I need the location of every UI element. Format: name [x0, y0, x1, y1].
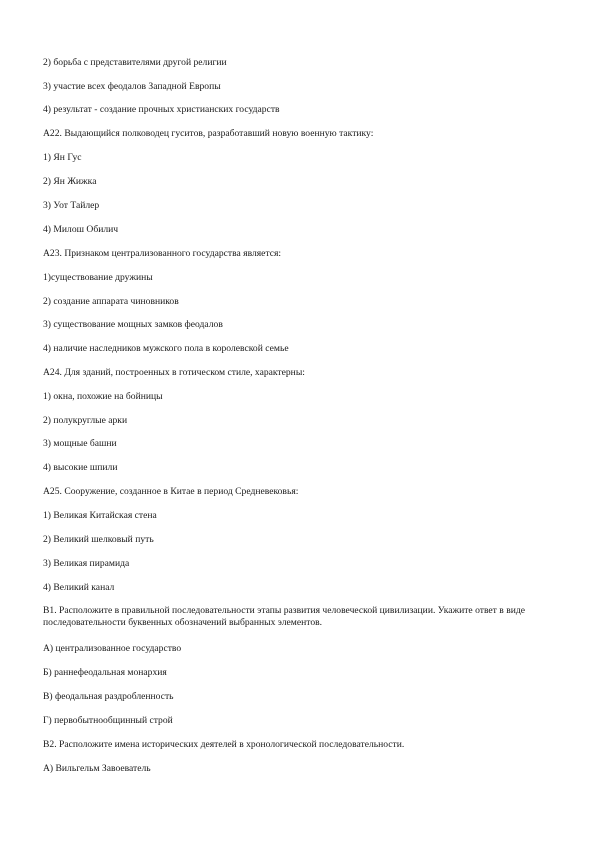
- answer-option-b1-b: Б) раннефеодальная монархия: [43, 667, 167, 678]
- answer-option-a21-4: 4) результат - создание прочных христианских государств: [43, 104, 280, 115]
- answer-option-a23-2: 2) создание аппарата чиновников: [43, 296, 179, 307]
- answer-option-a22-1: 1) Ян Гус: [43, 152, 82, 163]
- answer-option-b2-a: А) Вильгельм Завоеватель: [43, 763, 151, 774]
- answer-option-b1-g: Г) первобытнообщинный строй: [43, 715, 173, 726]
- answer-option-a23-3: 3) существование мощных замков феодалов: [43, 319, 223, 330]
- answer-option-a25-1: 1) Великая Китайская стена: [43, 510, 157, 521]
- answer-option-a24-3: 3) мощные башни: [43, 438, 117, 449]
- question-a22: А22. Выдающийся полководец гуситов, разработавший новую военную тактику:: [43, 128, 374, 139]
- answer-option-a25-2: 2) Великий шелковый путь: [43, 534, 154, 545]
- answer-option-a21-2: 2) борьба с представителями другой религии: [43, 57, 227, 68]
- answer-option-a22-4: 4) Милош Обилич: [43, 224, 119, 235]
- answer-option-a24-4: 4) высокие шпили: [43, 462, 118, 473]
- answer-option-a23-4: 4) наличие наследников мужского пола в королевской семье: [43, 343, 289, 354]
- answer-option-a23-1: 1)существование дружины: [43, 272, 153, 283]
- question-a25: А25. Сооружение, созданное в Китае в период Средневековья:: [43, 486, 299, 497]
- answer-option-a21-3: 3) участие всех феодалов Западной Европы: [43, 81, 221, 92]
- answer-option-a25-4: 4) Великий канал: [43, 582, 115, 593]
- question-b1: В1. Расположите в правильной последовательности этапы развития человеческой цивилизации. Укажите ответ в виде последовательности буквенных обозначений выбранных элементов.: [43, 605, 526, 628]
- question-a24: А24. Для зданий, построенных в готическом стиле, характерны:: [43, 367, 305, 378]
- answer-option-a25-3: 3) Великая пирамида: [43, 558, 130, 569]
- question-b2: В2. Расположите имена исторических деятелей в хронологической последовательности.: [43, 739, 405, 750]
- answer-option-a24-2: 2) полукруглые арки: [43, 415, 128, 426]
- answer-option-a22-2: 2) Ян Жижка: [43, 176, 97, 187]
- answer-option-b1-a: А) централизованное государство: [43, 643, 182, 654]
- answer-option-b1-v: В) феодальная раздробленность: [43, 691, 174, 702]
- answer-option-a22-3: 3) Уот Тайлер: [43, 200, 100, 211]
- answer-option-a24-1: 1) окна, похожие на бойницы: [43, 391, 163, 402]
- question-a23: А23. Признаком централизованного государства является:: [43, 248, 282, 259]
